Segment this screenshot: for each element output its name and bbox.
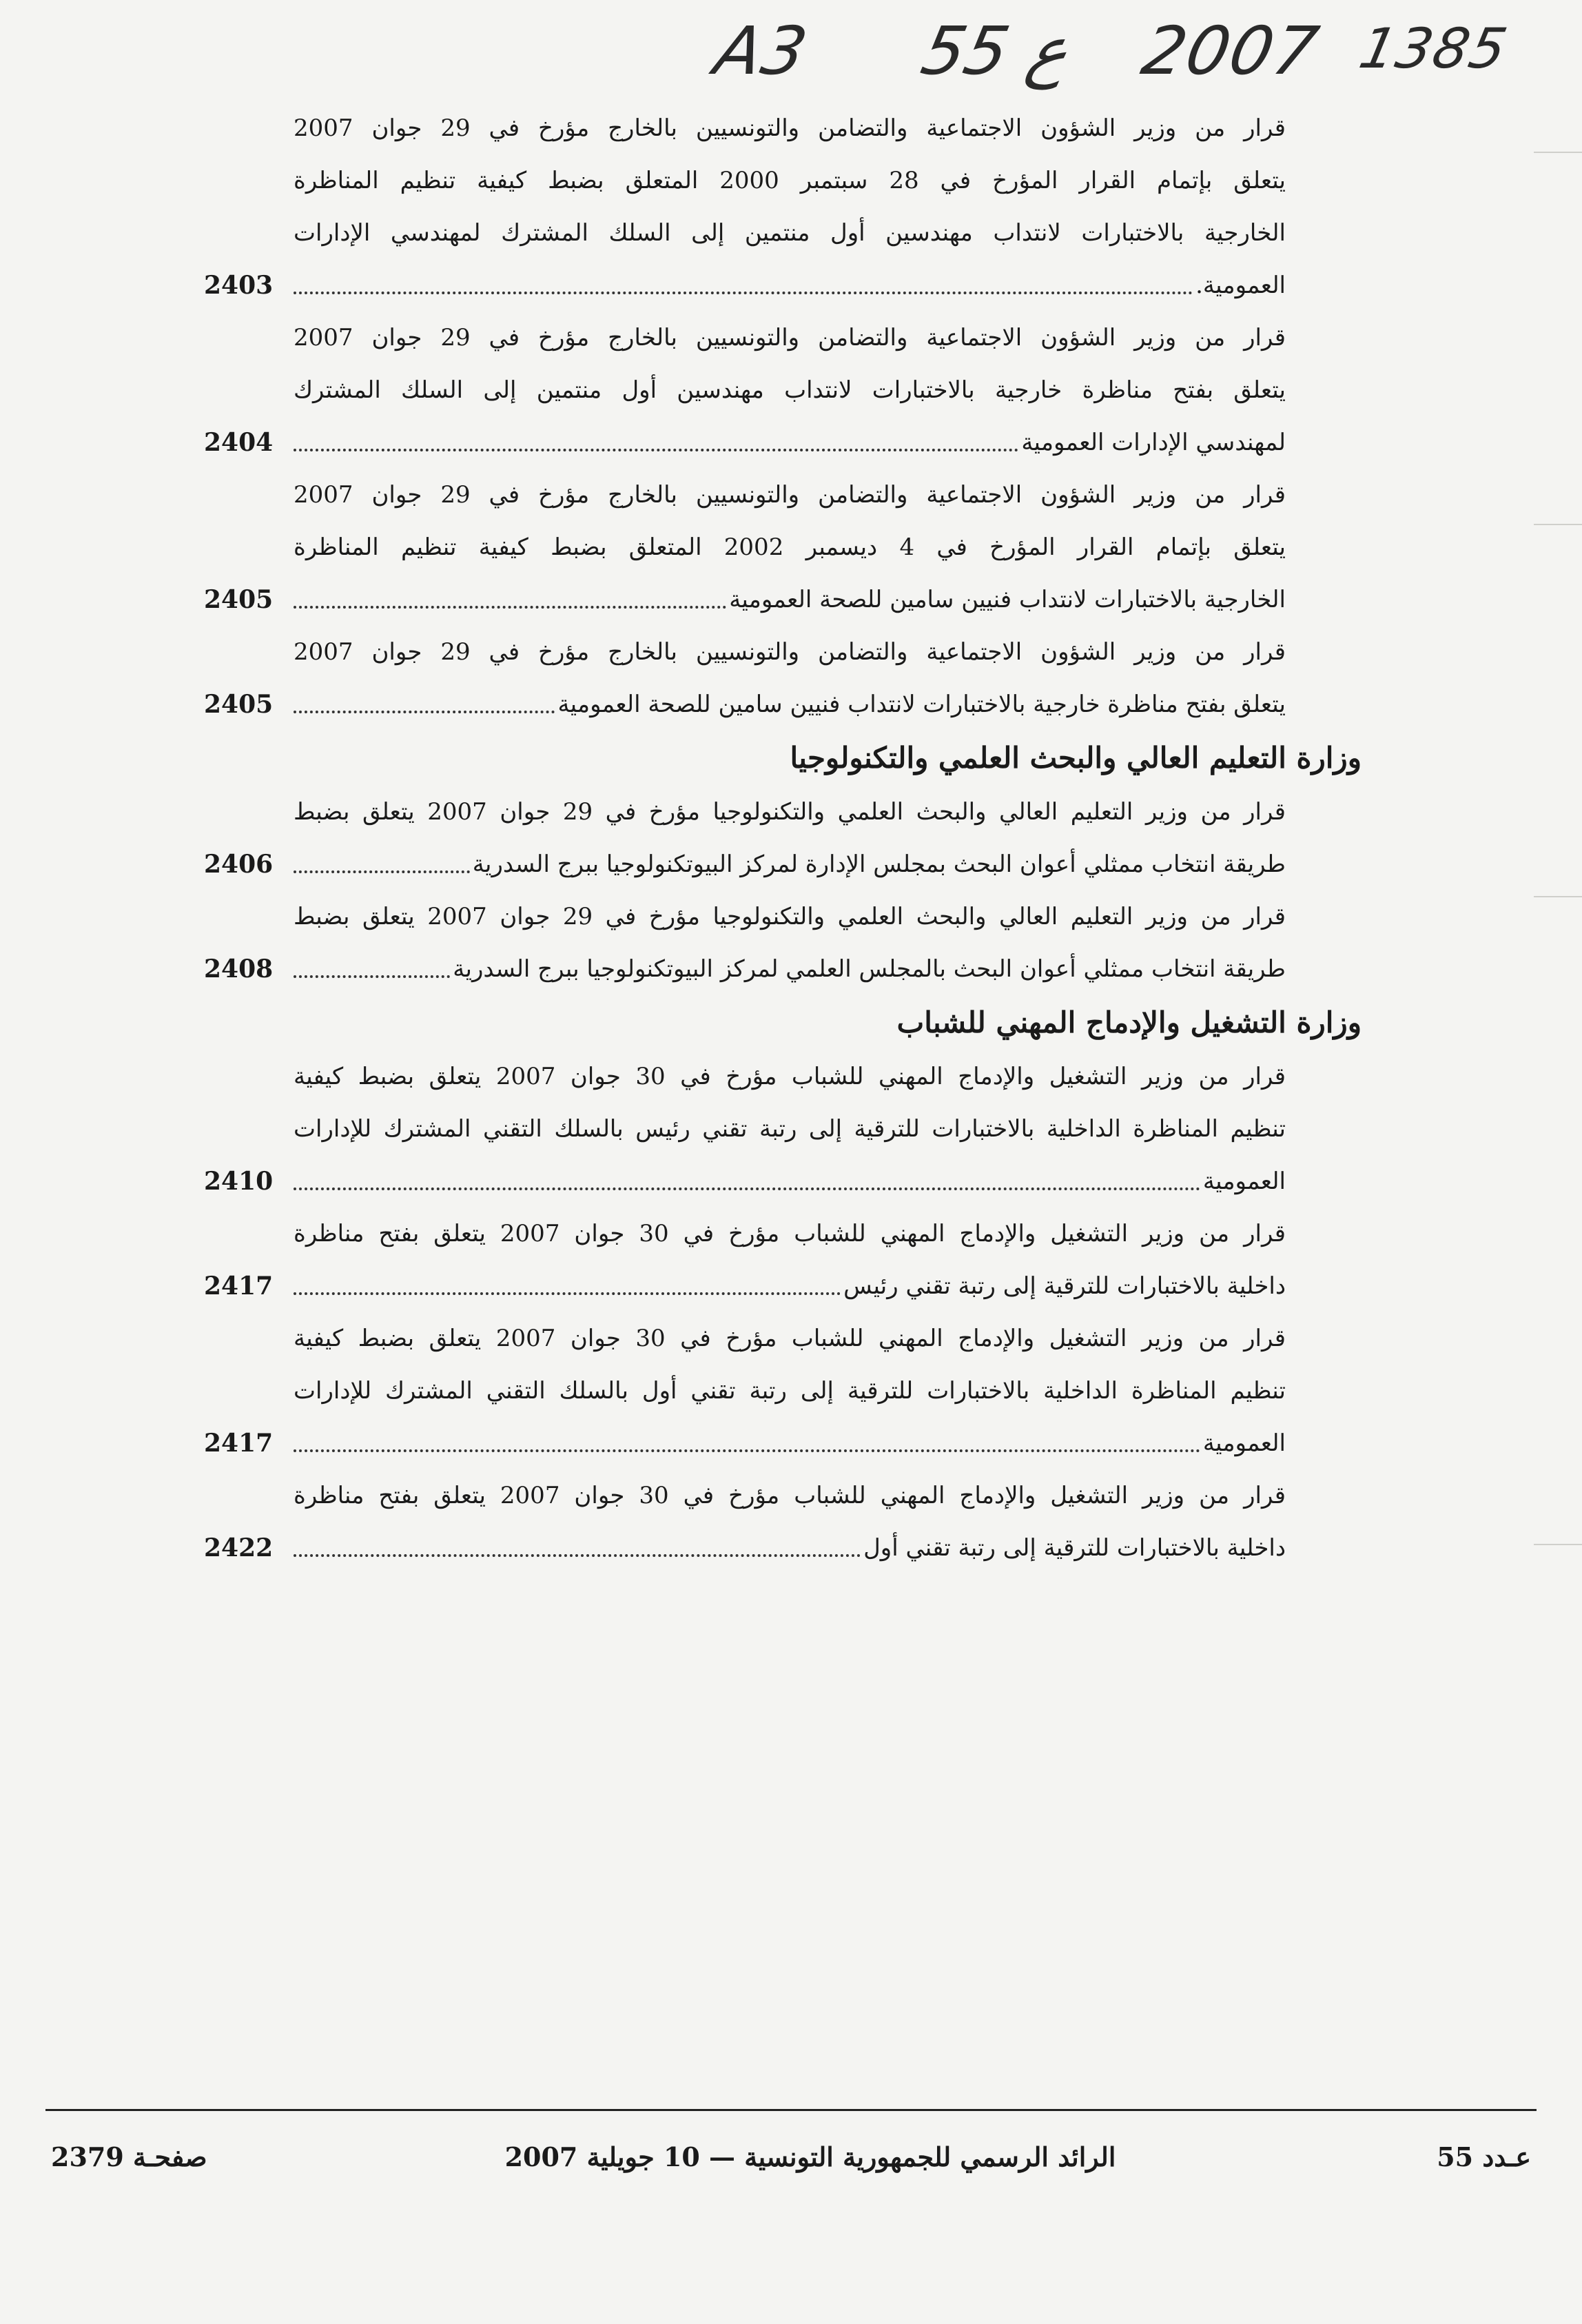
entry-text-line: قرار من وزير الشؤون الاجتماعية والتضامن والتونسيين بالخارج مؤرخ في 29 جوان 2007 bbox=[294, 638, 1286, 666]
entry-text: العمومية bbox=[1202, 1168, 1286, 1195]
entry-text-line: قرار من وزير التشغيل والإدماج المهني للشباب مؤرخ في 30 جوان 2007 يتعلق بضبط كيفية bbox=[294, 1325, 1286, 1352]
toc-entry[interactable] bbox=[0, 890, 1582, 995]
table-of-contents bbox=[0, 102, 1582, 1563]
entry-text-line: قرار من وزير التعليم العالي والبحث العلمي والتكنولوجيا مؤرخ في 29 جوان 2007 يتعلق بضبط bbox=[294, 798, 1286, 826]
footer-issue-number: عـدد 55 bbox=[1437, 2141, 1531, 2172]
dot-leader bbox=[294, 606, 726, 609]
toc-entry[interactable] bbox=[0, 312, 1582, 469]
entry-text-line: تنظيم المناظرة الداخلية بالاختبارات للترقية إلى رتبة تقني رئيس بالسلك التقني المشترك للإدارات bbox=[294, 1115, 1286, 1143]
entry-text: العمومية. bbox=[1195, 272, 1286, 299]
handwritten-note-part: 55 ع bbox=[915, 12, 1076, 90]
toc-entry[interactable] bbox=[0, 469, 1582, 626]
toc-entry[interactable] bbox=[0, 1312, 1582, 1469]
entry-text-line: يتعلق بفتح مناظرة خارجية بالاختبارات لانتداب مهندسين أول منتمين إلى السلك المشترك bbox=[294, 376, 1286, 404]
entry-text: العمومية bbox=[1202, 1429, 1286, 1457]
ministry-title: وزارة التعليم العالي والبحث العلمي والتكنولوجيا bbox=[790, 741, 1362, 775]
entry-text-line: قرار من وزير التعليم العالي والبحث العلمي والتكنولوجيا مؤرخ في 29 جوان 2007 يتعلق بضبط bbox=[294, 903, 1286, 930]
entry-last-line bbox=[294, 416, 1286, 469]
entry-text: الخارجية بالاختبارات لانتداب فنيين سامين للصحة العمومية bbox=[729, 586, 1286, 613]
entry-page-number: 2410 bbox=[204, 1167, 274, 1196]
ministry-heading bbox=[0, 731, 1582, 786]
entry-text-line: قرار من وزير الشؤون الاجتماعية والتضامن والتونسيين بالخارج مؤرخ في 29 جوان 2007 bbox=[294, 481, 1286, 509]
entry-text-line: الخارجية بالاختبارات لانتداب مهندسين أول منتمين إلى السلك المشترك لمهندسي الإدارات bbox=[294, 219, 1286, 247]
entry-text-line: قرار من وزير التشغيل والإدماج المهني للشباب مؤرخ في 30 جوان 2007 يتعلق بضبط كيفية bbox=[294, 1063, 1286, 1090]
toc-entry[interactable] bbox=[0, 626, 1582, 731]
page-footer bbox=[45, 2109, 1537, 2192]
handwritten-note-part: 1385 bbox=[1354, 17, 1514, 81]
entry-last-line bbox=[294, 1522, 1286, 1574]
handwritten-note-part: 2007 bbox=[1136, 12, 1326, 90]
entry-page-number: 2408 bbox=[204, 955, 274, 983]
toc-entry[interactable] bbox=[0, 1469, 1582, 1574]
entry-text-line: قرار من وزير الشؤون الاجتماعية والتضامن والتونسيين بالخارج مؤرخ في 29 جوان 2007 bbox=[294, 114, 1286, 142]
entry-text-line: يتعلق بإتمام القرار المؤرخ في 4 ديسمبر 2002 المتعلق بضبط كيفية تنظيم المناظرة bbox=[294, 533, 1286, 561]
entry-text-line: قرار من وزير التشغيل والإدماج المهني للشباب مؤرخ في 30 جوان 2007 يتعلق بفتح مناظرة bbox=[294, 1220, 1286, 1247]
toc-entry[interactable] bbox=[0, 102, 1582, 312]
entry-last-line bbox=[294, 1260, 1286, 1312]
handwritten-note-part: A3 bbox=[708, 12, 815, 90]
entry-text: طريقة انتخاب ممثلي أعوان البحث بالمجلس العلمي لمركز البيوتكنولوجيا ببرج السدرية bbox=[453, 955, 1286, 983]
ministry-heading bbox=[0, 995, 1582, 1050]
dot-leader bbox=[294, 292, 1193, 294]
entry-text: لمهندسي الإدارات العمومية bbox=[1021, 429, 1286, 456]
entry-page-number: 2422 bbox=[204, 1533, 274, 1562]
entry-last-line bbox=[294, 1155, 1286, 1207]
dot-leader bbox=[294, 870, 470, 873]
footer-page-number: صفحـة 2379 bbox=[51, 2141, 207, 2172]
entry-page-number: 2417 bbox=[204, 1272, 274, 1301]
entry-page-number: 2406 bbox=[204, 850, 274, 879]
entry-page-number: 2403 bbox=[204, 271, 274, 300]
entry-text-line: قرار من وزير التشغيل والإدماج المهني للشباب مؤرخ في 30 جوان 2007 يتعلق بفتح مناظرة bbox=[294, 1482, 1286, 1509]
dot-leader bbox=[294, 975, 450, 978]
dot-leader bbox=[294, 1292, 841, 1295]
entry-last-line bbox=[294, 259, 1286, 312]
entry-last-line bbox=[294, 1417, 1286, 1469]
dot-leader bbox=[294, 1188, 1200, 1190]
entry-last-line bbox=[294, 573, 1286, 626]
entry-text-line: تنظيم المناظرة الداخلية بالاختبارات للترقية إلى رتبة تقني أول بالسلك التقني المشترك للإدارات bbox=[294, 1377, 1286, 1405]
entry-last-line bbox=[294, 838, 1286, 890]
entry-page-number: 2405 bbox=[204, 585, 274, 614]
footer-rule bbox=[45, 2109, 1537, 2111]
entry-page-number: 2417 bbox=[204, 1429, 274, 1458]
entry-text-line: يتعلق بإتمام القرار المؤرخ في 28 سبتمبر 2000 المتعلق بضبط كيفية تنظيم المناظرة bbox=[294, 167, 1286, 194]
toc-entry[interactable] bbox=[0, 1050, 1582, 1207]
entry-text: طريقة انتخاب ممثلي أعوان البحث بمجلس الإدارة لمركز البيوتكنولوجيا ببرج السدرية bbox=[472, 850, 1286, 878]
entry-text: داخلية بالاختبارات للترقية إلى رتبة تقني أول bbox=[863, 1534, 1286, 1562]
entry-page-number: 2404 bbox=[204, 428, 274, 457]
toc-entry[interactable] bbox=[0, 1207, 1582, 1312]
dot-leader bbox=[294, 1449, 1200, 1452]
entry-page-number: 2405 bbox=[204, 690, 274, 719]
entry-text-line: قرار من وزير الشؤون الاجتماعية والتضامن والتونسيين بالخارج مؤرخ في 29 جوان 2007 bbox=[294, 324, 1286, 351]
handwritten-archive-note bbox=[0, 12, 1582, 102]
dot-leader bbox=[294, 1554, 861, 1557]
dot-leader bbox=[294, 449, 1018, 451]
entry-text: داخلية بالاختبارات للترقية إلى رتبة تقني رئيس bbox=[843, 1272, 1286, 1300]
ministry-title: وزارة التشغيل والإدماج المهني للشباب bbox=[896, 1006, 1362, 1039]
entry-text: يتعلق بفتح مناظرة خارجية بالاختبارات لانتداب فنيين سامين للصحة العمومية bbox=[557, 691, 1286, 718]
dot-leader bbox=[294, 711, 555, 713]
entry-last-line bbox=[294, 678, 1286, 731]
footer-journal-title: الرائد الرسمي للجمهورية التونسية — 10 جويلية 2007 bbox=[504, 2141, 1116, 2172]
entry-last-line bbox=[294, 943, 1286, 995]
toc-entry[interactable] bbox=[0, 786, 1582, 890]
